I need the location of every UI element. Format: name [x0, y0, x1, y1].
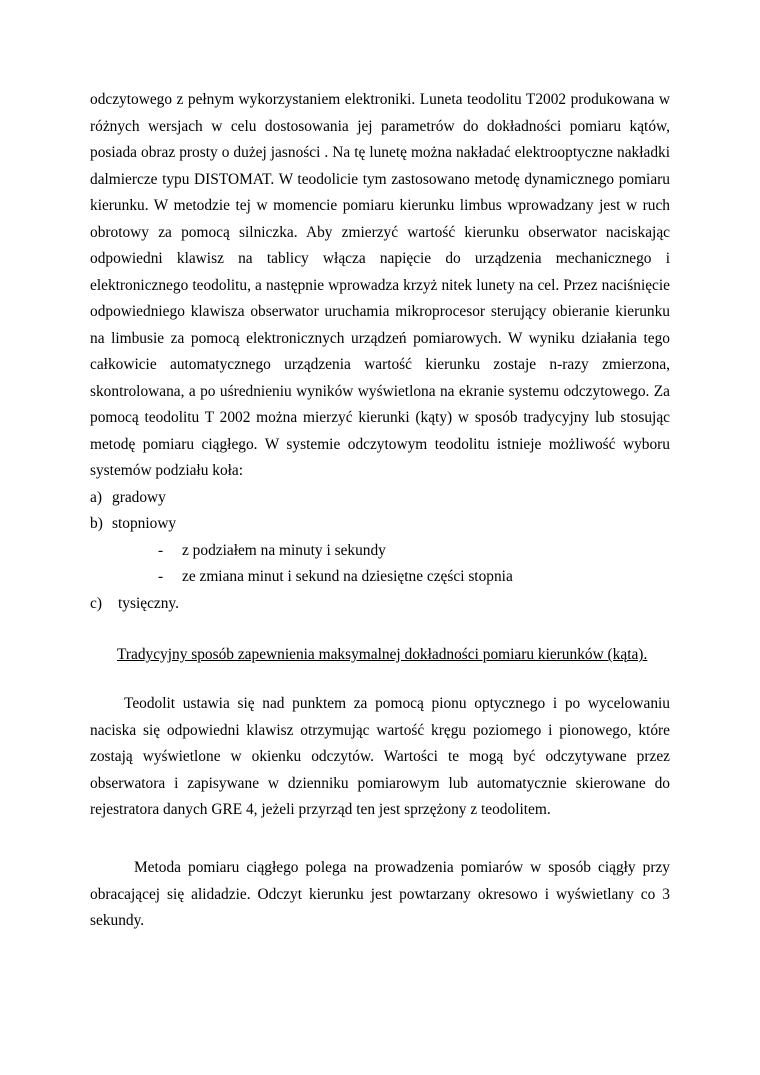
text-line: obracającej się alidadzie. Odczyt kierunku jest powtarzany okresowo i wyświetlany co 3 — [90, 885, 670, 903]
text-line: rejestratora danych GRE 4, jeżeli przyrząd ten jest sprzężony z teodolitem. — [90, 801, 551, 818]
text-line: kierunku. W metodzie tej w momencie pomiaru kierunku limbus wprowadzany jest w ruch — [90, 197, 670, 214]
text-line: obrotowy za pomocą silniczka. Aby zmierzyć wartość kierunku obserwator naciskając — [90, 223, 670, 241]
sub-list-marker: - — [158, 568, 164, 585]
list-item-c — [90, 591, 670, 618]
text-line: posiada obraz prosty o dużej jasności . Na tę lunetę można nakładać elektrooptyczne nakładki — [90, 144, 670, 161]
sub-list-marker: - — [158, 541, 164, 559]
section-heading: Tradycyjny sposób zapewnienia maksymalnej dokładności pomiaru kierunków (kąta). — [117, 646, 648, 663]
text-line: metodę pomiaru ciągłego. W systemie odczytowym teodolitu istnieje możliwość wyboru — [90, 435, 670, 453]
sub-list-text: ze zmiana minut i sekund na dziesiętne części stopnia — [182, 568, 513, 585]
text-line: naciska się odpowiedni klawisz otrzymując wartość kręgu poziomego i pionowego, które — [90, 721, 670, 739]
paragraph-3 — [90, 855, 670, 935]
text-line: odpowiedniego klawisza obserwator uruchamia mikroprocesor sterujący obieranie kierunku — [90, 303, 670, 320]
list-marker: c) — [90, 594, 102, 612]
list-marker: b) — [90, 515, 103, 532]
text-line: całkowicie automatycznego urządzenia wartość kierunku zostaje n-razy zmierzona, — [90, 356, 670, 373]
text-line: pomocą teodolitu T 2002 można mierzyć kierunki (kąty) w sposób tradycyjny lub stosując — [90, 409, 670, 426]
text-line: dalmiercze typu DISTOMAT. W teodolicie tym zastosowano metodę dynamicznego pomiaru — [90, 170, 670, 188]
text-line: elektronicznego teodolitu, a następnie wprowadza krzyż nitek lunety na cel. Przez naciśnięcie — [90, 276, 670, 294]
list-item-b — [90, 511, 670, 538]
list-item-a — [90, 485, 670, 512]
list-text: tysięczny. — [118, 594, 179, 612]
list-marker: a) — [90, 488, 102, 506]
text-line: systemów podziału koła: — [90, 462, 244, 479]
text-line: różnych wersjach w celu dostosowania jej parametrów do dokładności pomiaru kątów, — [90, 117, 670, 135]
text-line: odpowiedni klawisz na tablicy włącza napięcie do urządzenia mechanicznego i — [90, 250, 670, 267]
text-line: obserwatora i zapisywane w dzienniku pomiarowym lub automatycznie skierowane do — [90, 774, 670, 792]
list-text: stopniowy — [112, 515, 177, 532]
text-line: zostają wyświetlone w okienku odczytów. Wartości te mogą być odczytywane przez — [90, 748, 670, 765]
text-line: Teodolit ustawia się nad punktem za pomocą pionu optycznego i po wycelowaniu — [124, 695, 670, 712]
text-line: na limbusie za pomocą elektronicznych urządzeń pomiarowych. W wyniku działania tego — [90, 329, 670, 347]
sub-list-item — [90, 564, 670, 591]
sub-list-item — [90, 538, 670, 565]
text-line: Metoda pomiaru ciągłego polega na prowadzenia pomiarów w sposób ciągły przy — [134, 859, 670, 876]
text-line: skontrolowana, a po uśrednieniu wyników wyświetlona na ekranie systemu odczytowego. Za — [90, 382, 670, 400]
sub-list-text: z podziałem na minuty i sekundy — [182, 541, 386, 559]
text-line: sekundy. — [90, 912, 145, 929]
text-line: odczytowego z pełnym wykorzystaniem elektroniki. Luneta teodolitu T2002 produkowana w — [90, 91, 670, 108]
paragraph-1 — [90, 87, 670, 617]
list-text: gradowy — [112, 488, 166, 506]
paragraph-2 — [90, 691, 670, 824]
